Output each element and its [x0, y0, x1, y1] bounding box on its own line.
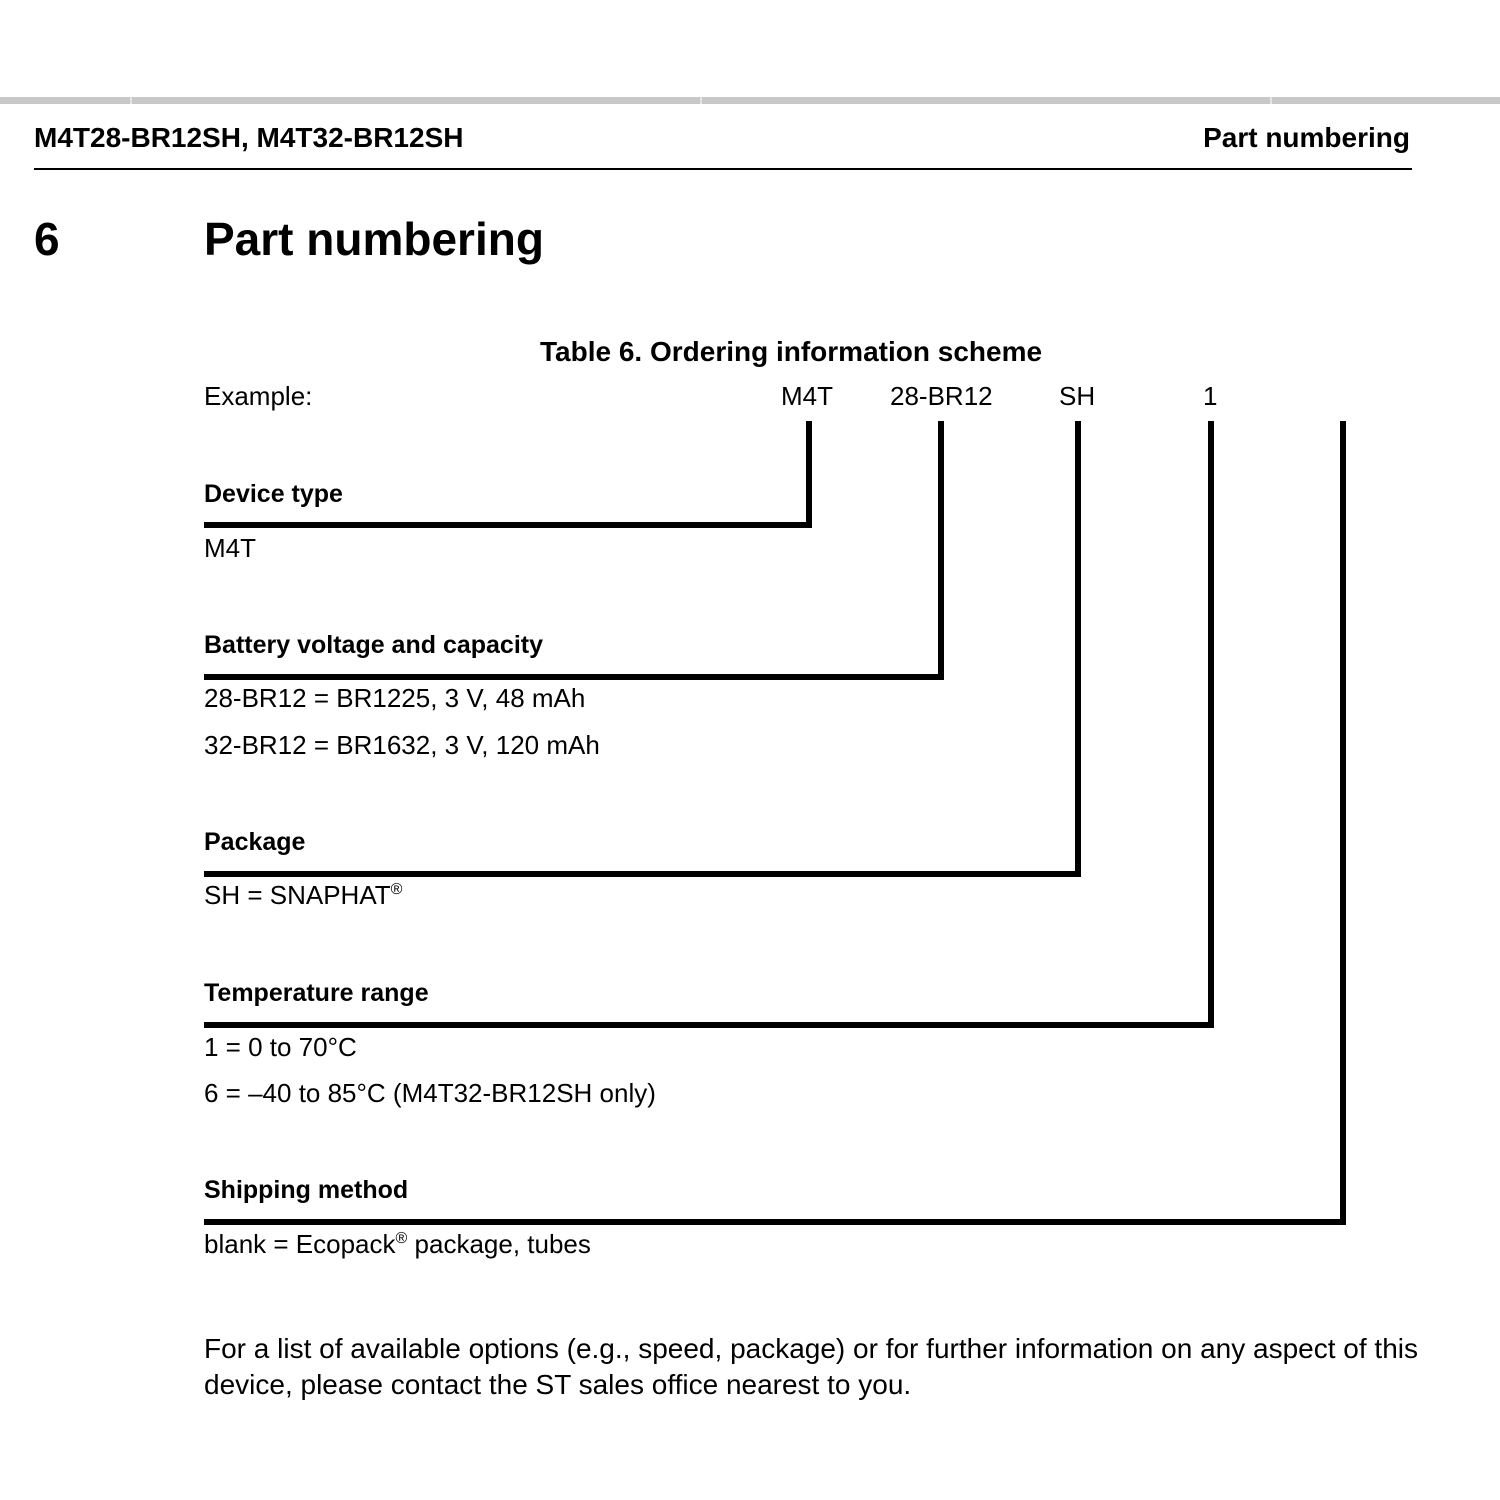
package-item-text: SH = SNAPHAT: [204, 880, 391, 910]
group-heading-battery: Battery voltage and capacity: [204, 631, 544, 659]
section-number: 6: [34, 213, 60, 265]
connector-battery-vertical: [938, 421, 944, 680]
device-type-item: M4T: [204, 533, 256, 563]
connector-device-vertical: [806, 421, 812, 528]
connector-shipping-horizontal: [204, 1219, 1346, 1225]
group-heading-temperature: Temperature range: [204, 979, 429, 1007]
registered-mark: ®: [395, 1230, 408, 1247]
page-top-bar-notch: [130, 97, 132, 104]
connector-shipping-vertical: [1340, 421, 1346, 1225]
example-field-temperature: 1: [1203, 381, 1218, 411]
example-field-device: M4T: [781, 381, 833, 411]
page-top-bar-notch: [700, 97, 702, 104]
contact-note: For a list of available options (e.g., speed, package) or for further information on any aspect of this device, please contact the ST sales office nearest to you.: [204, 1333, 1418, 1400]
section-title: Part numbering: [204, 213, 544, 265]
running-header-left: M4T28-BR12SH, M4T32-BR12SH: [34, 122, 464, 153]
shipping-item: [204, 1229, 591, 1260]
battery-item: 28-BR12 = BR1225, 3 V, 48 mAh: [204, 683, 586, 713]
connector-battery-horizontal: [204, 674, 944, 680]
connector-temperature-horizontal: [204, 1022, 1214, 1028]
example-field-package: SH: [1059, 381, 1096, 411]
group-heading-device-type: Device type: [204, 480, 343, 508]
battery-item: 32-BR12 = BR1632, 3 V, 120 mAh: [204, 730, 600, 760]
connector-package-horizontal: [204, 871, 1081, 877]
group-heading-package: Package: [204, 828, 306, 856]
group-heading-shipping: Shipping method: [204, 1176, 409, 1204]
page-top-bar-notch: [1270, 97, 1272, 104]
package-item: [204, 880, 402, 911]
page-top-bar: [0, 97, 1500, 104]
connector-temperature-vertical: [1208, 421, 1214, 1028]
temperature-item: 6 = –40 to 85°C (M4T32-BR12SH only): [204, 1078, 656, 1108]
temperature-item: 1 = 0 to 70°C: [204, 1032, 357, 1062]
connector-package-vertical: [1075, 421, 1081, 877]
example-label: Example:: [204, 381, 313, 411]
shipping-item-suffix: package, tubes: [407, 1229, 591, 1259]
table-title: Table 6. Ordering information scheme: [540, 336, 1043, 367]
header-rule: [34, 168, 1412, 170]
shipping-item-prefix: blank = Ecopack: [204, 1229, 396, 1259]
example-field-battery: 28-BR12: [890, 381, 993, 411]
running-header-right: Part numbering: [1203, 122, 1410, 153]
registered-mark: ®: [390, 881, 403, 898]
connector-device-horizontal: [204, 522, 812, 528]
